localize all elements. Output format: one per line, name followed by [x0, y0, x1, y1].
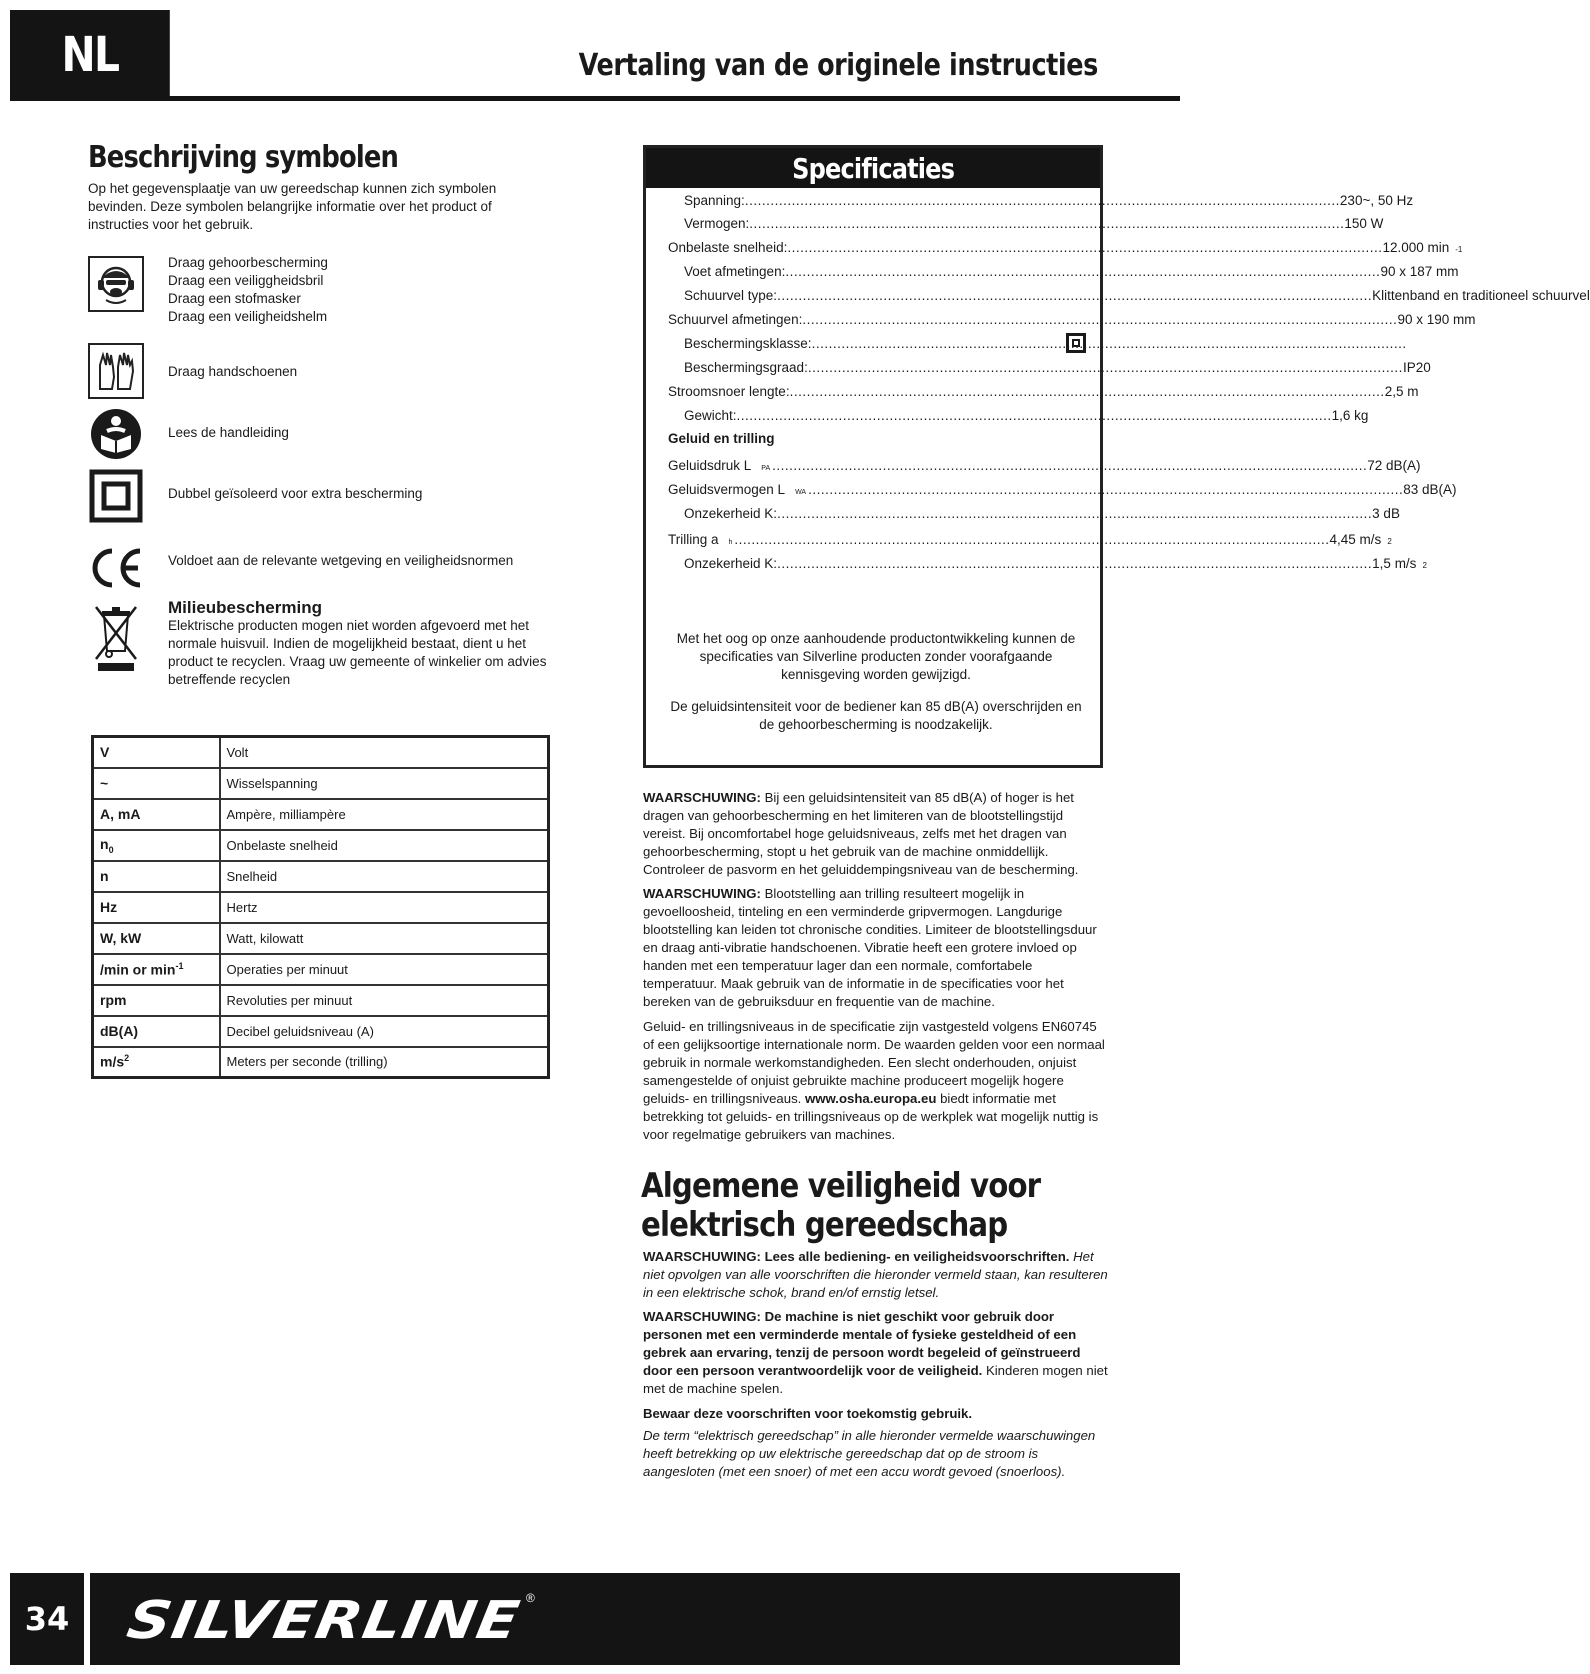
- unit-description: Hertz: [220, 892, 549, 923]
- unit-symbol-text: rpm: [100, 992, 127, 1008]
- specifications-box: [643, 145, 1590, 768]
- spec-label: Stroomsnoer lengte:: [668, 384, 790, 399]
- spec-value: 150 W: [1344, 216, 1384, 231]
- leader-dots: ............................................................................................................................................: [777, 556, 1373, 571]
- spec-superscript: 2: [1422, 561, 1427, 570]
- spec-value: 3 dB: [1372, 506, 1400, 521]
- spec-value: 90 x 190 mm: [1397, 312, 1476, 327]
- leader-dots: ............................................................................................................................................: [787, 240, 1383, 255]
- unit-description: Decibel geluidsniveau (A): [220, 1016, 549, 1047]
- unit-symbol-text: /min or min: [100, 961, 176, 978]
- spec-label: Spanning:: [684, 193, 745, 208]
- spec-line: [668, 312, 1476, 327]
- symbol-row-manual: [88, 406, 144, 462]
- unit-description: Ampère, milliampère: [220, 799, 549, 830]
- general-safety-heading-line1: Algemene veiligheid voor: [641, 1166, 1041, 1206]
- symbol-label: Draag een stofmasker: [168, 291, 301, 306]
- spec-value: 230~, 50 Hz: [1339, 193, 1414, 208]
- table-row: [93, 892, 549, 923]
- warning-label: WAARSCHUWING:: [643, 790, 761, 805]
- spec-line: [684, 360, 1431, 375]
- spec-line: [684, 264, 1459, 279]
- unit-symbol-text: W, kW: [100, 930, 142, 946]
- spec-value: 1,5 m/s: [1372, 556, 1417, 571]
- unit-symbol-text: n: [100, 835, 109, 852]
- spec-superscript: 2: [1387, 537, 1392, 546]
- spec-note-noise: De geluidsintensiteit voor de bediener kan 85 dB(A) overschrijden en de gehoorbescherming is noodzakelijk.: [670, 699, 1082, 732]
- symbols-intro: Op het gegevensplaatje van uw gereedschap kunnen zich symbolen bevinden. Deze symbolen belangrijke informatie over het product of instructies voor het gebruik.: [88, 181, 497, 232]
- spec-line: [684, 216, 1384, 231]
- term-definition: De term “elektrisch gereedschap” in alle hieronder vermelde waarschuwingen heeft betrekking op uw elektrische gereedschap dat op de stroom is aangesloten (met een snoer) of met een accu wordt gevoed (snoerloos).: [643, 1428, 1096, 1479]
- spec-value: 90 x 187 mm: [1380, 264, 1459, 279]
- unit-symbol: [93, 799, 220, 830]
- symbol-text-gloves: Draag handschoenen: [168, 364, 298, 379]
- paragraph-text: biedt informatie met betrekking tot geluids- en trillingsniveaus op de werkplek wat mogelijk nuttig is voor regelmatige gebruikers van machines.: [643, 1091, 1099, 1142]
- unit-symbol-text: Hz: [100, 899, 118, 915]
- ce-mark-icon: [88, 540, 144, 596]
- spec-line: [684, 193, 1414, 208]
- table-row: [93, 1047, 549, 1078]
- spec-value: IP20: [1402, 360, 1431, 375]
- leader-dots: ............................................................................................................................................: [785, 264, 1381, 279]
- symbol-row-ce: [88, 540, 144, 596]
- unit-symbol: [93, 830, 220, 861]
- symbol-label: Draag gehoorbescherming: [168, 255, 328, 270]
- leader-dots: ............................................................................................................................................: [807, 360, 1403, 375]
- spec-label: Onzekerheid K:: [684, 556, 778, 571]
- spec-note-development: Met het oog op onze aanhoudende productontwikkeling kunnen de specificaties van Silverline producten zonder voorafgaande kennisgeving worden gewijzigd.: [676, 631, 1076, 682]
- leader-dots: ............................................................................................................................................: [777, 506, 1373, 521]
- header-rule: [10, 96, 1180, 101]
- spec-line: [668, 240, 1463, 255]
- unit-symbol: [93, 985, 220, 1016]
- unit-superscript: -1: [175, 960, 184, 971]
- registered-mark: ®: [526, 1591, 535, 1605]
- spec-value: 12.000 min: [1382, 240, 1450, 255]
- leader-dots: ............................................................................................................................................: [777, 288, 1373, 303]
- table-row: [93, 985, 549, 1016]
- warning-italic: Het niet opvolgen van alle voorschriften die hieronder vermeld staan, kan resulteren in een elektrische schok, brand en/of ernstig letsel.: [643, 1249, 1108, 1300]
- language-code: NL: [61, 27, 119, 83]
- symbol-label: Draag een veiligheidshelm: [168, 309, 328, 324]
- spec-label: Schuurvel type:: [684, 288, 778, 303]
- spec-label: Beschermingsklasse:: [684, 336, 812, 351]
- leader-dots: ............................................................................................................................................: [744, 193, 1340, 208]
- unit-description: Onbelaste snelheid: [220, 830, 549, 861]
- units-table: [91, 735, 550, 1079]
- unit-symbol: [93, 861, 220, 892]
- spec-line: [668, 458, 1421, 473]
- unit-symbol-text: V: [100, 744, 110, 761]
- spec-label: Onbelaste snelheid:: [668, 240, 788, 255]
- spec-label: Trilling a: [668, 532, 719, 547]
- unit-symbol-text: n: [100, 868, 109, 884]
- warning-bold: WAARSCHUWING: De machine is niet geschikt voor gebruik door personen met een verminderde mentale of fysieke gesteldheid of een gebrek aan ervaring, tenzij de persoon wordt begeleid of geïnstrueerd door een persoon verantwoordelijk voor de veiligheid.: [643, 1309, 1081, 1378]
- symbol-row-weee: [88, 602, 144, 674]
- general-safety-heading-line2: elektrisch gereedschap: [641, 1205, 1008, 1245]
- double-insulation-icon: [1066, 333, 1086, 353]
- unit-superscript: 2: [124, 1053, 130, 1064]
- warning-bold: WAARSCHUWING: Lees alle bediening- en veiligheidsvoorschriften.: [643, 1249, 1070, 1264]
- unit-symbol: [93, 1047, 220, 1078]
- symbol-text-double-insulation: Dubbel geïsoleerd voor extra bescherming: [168, 486, 423, 501]
- unit-description: Volt: [220, 737, 549, 768]
- spec-label: Voet afmetingen:: [684, 264, 786, 279]
- table-row: [93, 923, 549, 954]
- unit-symbol: [93, 768, 220, 799]
- warning-text: Blootstelling aan trilling resulteert mogelijk in gevoelloosheid, tinteling en een verminderde gripvermogen. Langdurige blootstelling kan leiden tot chronische condities. Limiteer de blootstellingsduur en draag anti-vibratie handschoenen. Vibratie heeft een grotere invloed op handen met een temperatuur lager dan een normale, comfortabele temperatuur. Maak gebruik van de informatie in de specificaties voor het bereken van de gebruiksduur en frequentie van de machine.: [643, 886, 1097, 1009]
- ppe-head-icon: [88, 256, 144, 312]
- spec-line: [668, 532, 1392, 547]
- symbol-text-ce: Voldoet aan de relevante wetgeving en veiligheidsnormen: [168, 553, 514, 568]
- gloves-icon: [88, 343, 144, 399]
- double-insulation-inner: [1072, 339, 1080, 347]
- weee-bin-icon: [88, 602, 144, 674]
- table-row: [93, 799, 549, 830]
- spec-value: Klittenband en traditioneel schuurvel: [1372, 288, 1590, 303]
- general-warning-2: [643, 1308, 1108, 1398]
- unit-symbol: [93, 1016, 220, 1047]
- warning-label: WAARSCHUWING:: [643, 886, 761, 901]
- unit-symbol-text: dB(A): [100, 1023, 139, 1039]
- spec-line: [684, 506, 1400, 521]
- spec-label: Geluidsvermogen L: [668, 482, 786, 497]
- spec-line: [668, 384, 1419, 399]
- spec-subscript: h: [728, 539, 733, 546]
- table-row: [93, 1016, 549, 1047]
- unit-symbol: [93, 892, 220, 923]
- symbol-label: Draag een veiliggheidsbril: [168, 273, 324, 288]
- spec-line: [684, 408, 1369, 423]
- spec-line: [684, 336, 1407, 351]
- leader-dots: ............................................................................................................................................: [734, 532, 1330, 547]
- leader-dots: ............................................................................................................................................: [736, 408, 1332, 423]
- unit-description: Operaties per minuut: [220, 954, 549, 985]
- footer-bar: [10, 1573, 1180, 1665]
- leader-dots: ............................................................................................................................................: [802, 312, 1398, 327]
- warning-vibration: [643, 885, 1108, 1011]
- paragraph-text: Geluid- en trillingsniveaus in de specificatie zijn vastgesteld volgens EN60745 of een gelijksoortige internationale norm. De waarden gelden voor een normaal gebruik in normale werkomstandigheden. Een slecht onderhouden, onjuist samengestelde of onjuist gebruikte machine produceert mogelijk hogere geluids- en trillingsniveaus.: [643, 1019, 1105, 1106]
- keep-instructions: Bewaar deze voorschriften voor toekomstig gebruik.: [643, 1406, 973, 1421]
- symbol-row-gloves: [88, 343, 144, 399]
- osha-link[interactable]: www.osha.europa.eu: [805, 1091, 937, 1106]
- specifications-title: Specificaties: [792, 151, 954, 185]
- unit-description: Wisselspanning: [220, 768, 549, 799]
- spec-value: 4,45 m/s: [1329, 532, 1382, 547]
- spec-subscript: PA: [761, 465, 771, 472]
- spec-line: [668, 482, 1457, 497]
- warning-text: Kinderen mogen niet met de machine spelen.: [643, 1363, 1108, 1396]
- spec-value: 72 dB(A): [1367, 458, 1421, 473]
- unit-description: Meters per seconde (trilling): [220, 1047, 549, 1078]
- table-row: [93, 830, 549, 861]
- language-tab: [10, 10, 170, 100]
- unit-symbol-text: ~: [100, 775, 109, 791]
- leader-dots: ............................................................................................................................................: [789, 384, 1385, 399]
- levels-paragraph: [643, 1018, 1108, 1144]
- env-text: Elektrische producten mogen niet worden afgevoerd met het normale huisvuil. Indien de mogelijkheid bestaat, dient u het product te recyclen. Vraag uw gemeente of winkelier om advies betreffende recyclen: [168, 618, 547, 687]
- symbols-heading: Beschrijving symbolen: [88, 140, 398, 175]
- symbol-row-double-insulation: [88, 468, 144, 524]
- table-row: [93, 737, 549, 768]
- leader-dots: ............................................................................................................................................: [772, 458, 1368, 473]
- table-row: [93, 954, 549, 985]
- spec-label: Onzekerheid K:: [684, 506, 778, 521]
- footer-divider: [84, 1573, 90, 1665]
- double-insulation-icon: [88, 468, 144, 524]
- unit-symbol: [93, 923, 220, 954]
- unit-symbol: [93, 737, 220, 768]
- leader-dots: ............................................................................................................................................: [808, 482, 1404, 497]
- noise-vibration-subheading: Geluid en trilling: [668, 431, 775, 446]
- table-row: [93, 861, 549, 892]
- leader-dots: ............................................................................................................................................: [811, 336, 1407, 351]
- spec-superscript: -1: [1455, 245, 1463, 254]
- spec-label: Schuurvel afmetingen:: [668, 312, 803, 327]
- unit-description: Watt, kilowatt: [220, 923, 549, 954]
- env-title: Milieubescherming: [168, 598, 322, 617]
- unit-subscript: 0: [108, 844, 114, 855]
- unit-description: Revoluties per minuut: [220, 985, 549, 1016]
- unit-description: Snelheid: [220, 861, 549, 892]
- leader-dots: ............................................................................................................................................: [749, 216, 1345, 231]
- silverline-logo: SILVERLINE: [122, 1591, 525, 1651]
- document-title: Vertaling van de originele instructies: [578, 48, 1098, 83]
- page-number: 34: [24, 1600, 70, 1638]
- unit-symbol: [93, 954, 220, 985]
- spec-line: [684, 288, 1590, 303]
- spec-label: Vermogen:: [684, 216, 750, 231]
- spec-value: 83 dB(A): [1403, 482, 1457, 497]
- spec-value: 2,5 m: [1384, 384, 1419, 399]
- specifications-header: [646, 148, 1100, 188]
- symbol-row-ppe: [88, 256, 144, 312]
- spec-line: [684, 556, 1427, 571]
- unit-symbol-text: A, mA: [100, 806, 141, 822]
- unit-symbol-text: m/s: [100, 1054, 125, 1071]
- spec-label: Beschermingsgraad:: [684, 360, 808, 375]
- spec-value: 1,6 kg: [1331, 408, 1369, 423]
- spec-label: Gewicht:: [684, 408, 737, 423]
- symbol-text-manual: Lees de handleiding: [168, 425, 289, 440]
- table-row: [93, 768, 549, 799]
- spec-label: Geluidsdruk L: [668, 458, 752, 473]
- read-manual-icon: [88, 406, 144, 462]
- symbol-text-ppe: [168, 254, 328, 326]
- spec-subscript: WA: [795, 489, 807, 496]
- warning-text: Bij een geluidsintensiteit van 85 dB(A) of hoger is het dragen van gehoorbescherming en het limiteren van de blootstellingstijd vereist. Bij oncomfortabel hoge geluidsniveaus, zelfs met het dragen van gehoorbescherming, stopt u het gebruik van de machine onmiddellijk. Controleer de pasvorm en het geluiddempingsniveau van de bescherming.: [643, 790, 1079, 877]
- warning-noise: [643, 789, 1108, 879]
- general-warning-1: [643, 1248, 1108, 1302]
